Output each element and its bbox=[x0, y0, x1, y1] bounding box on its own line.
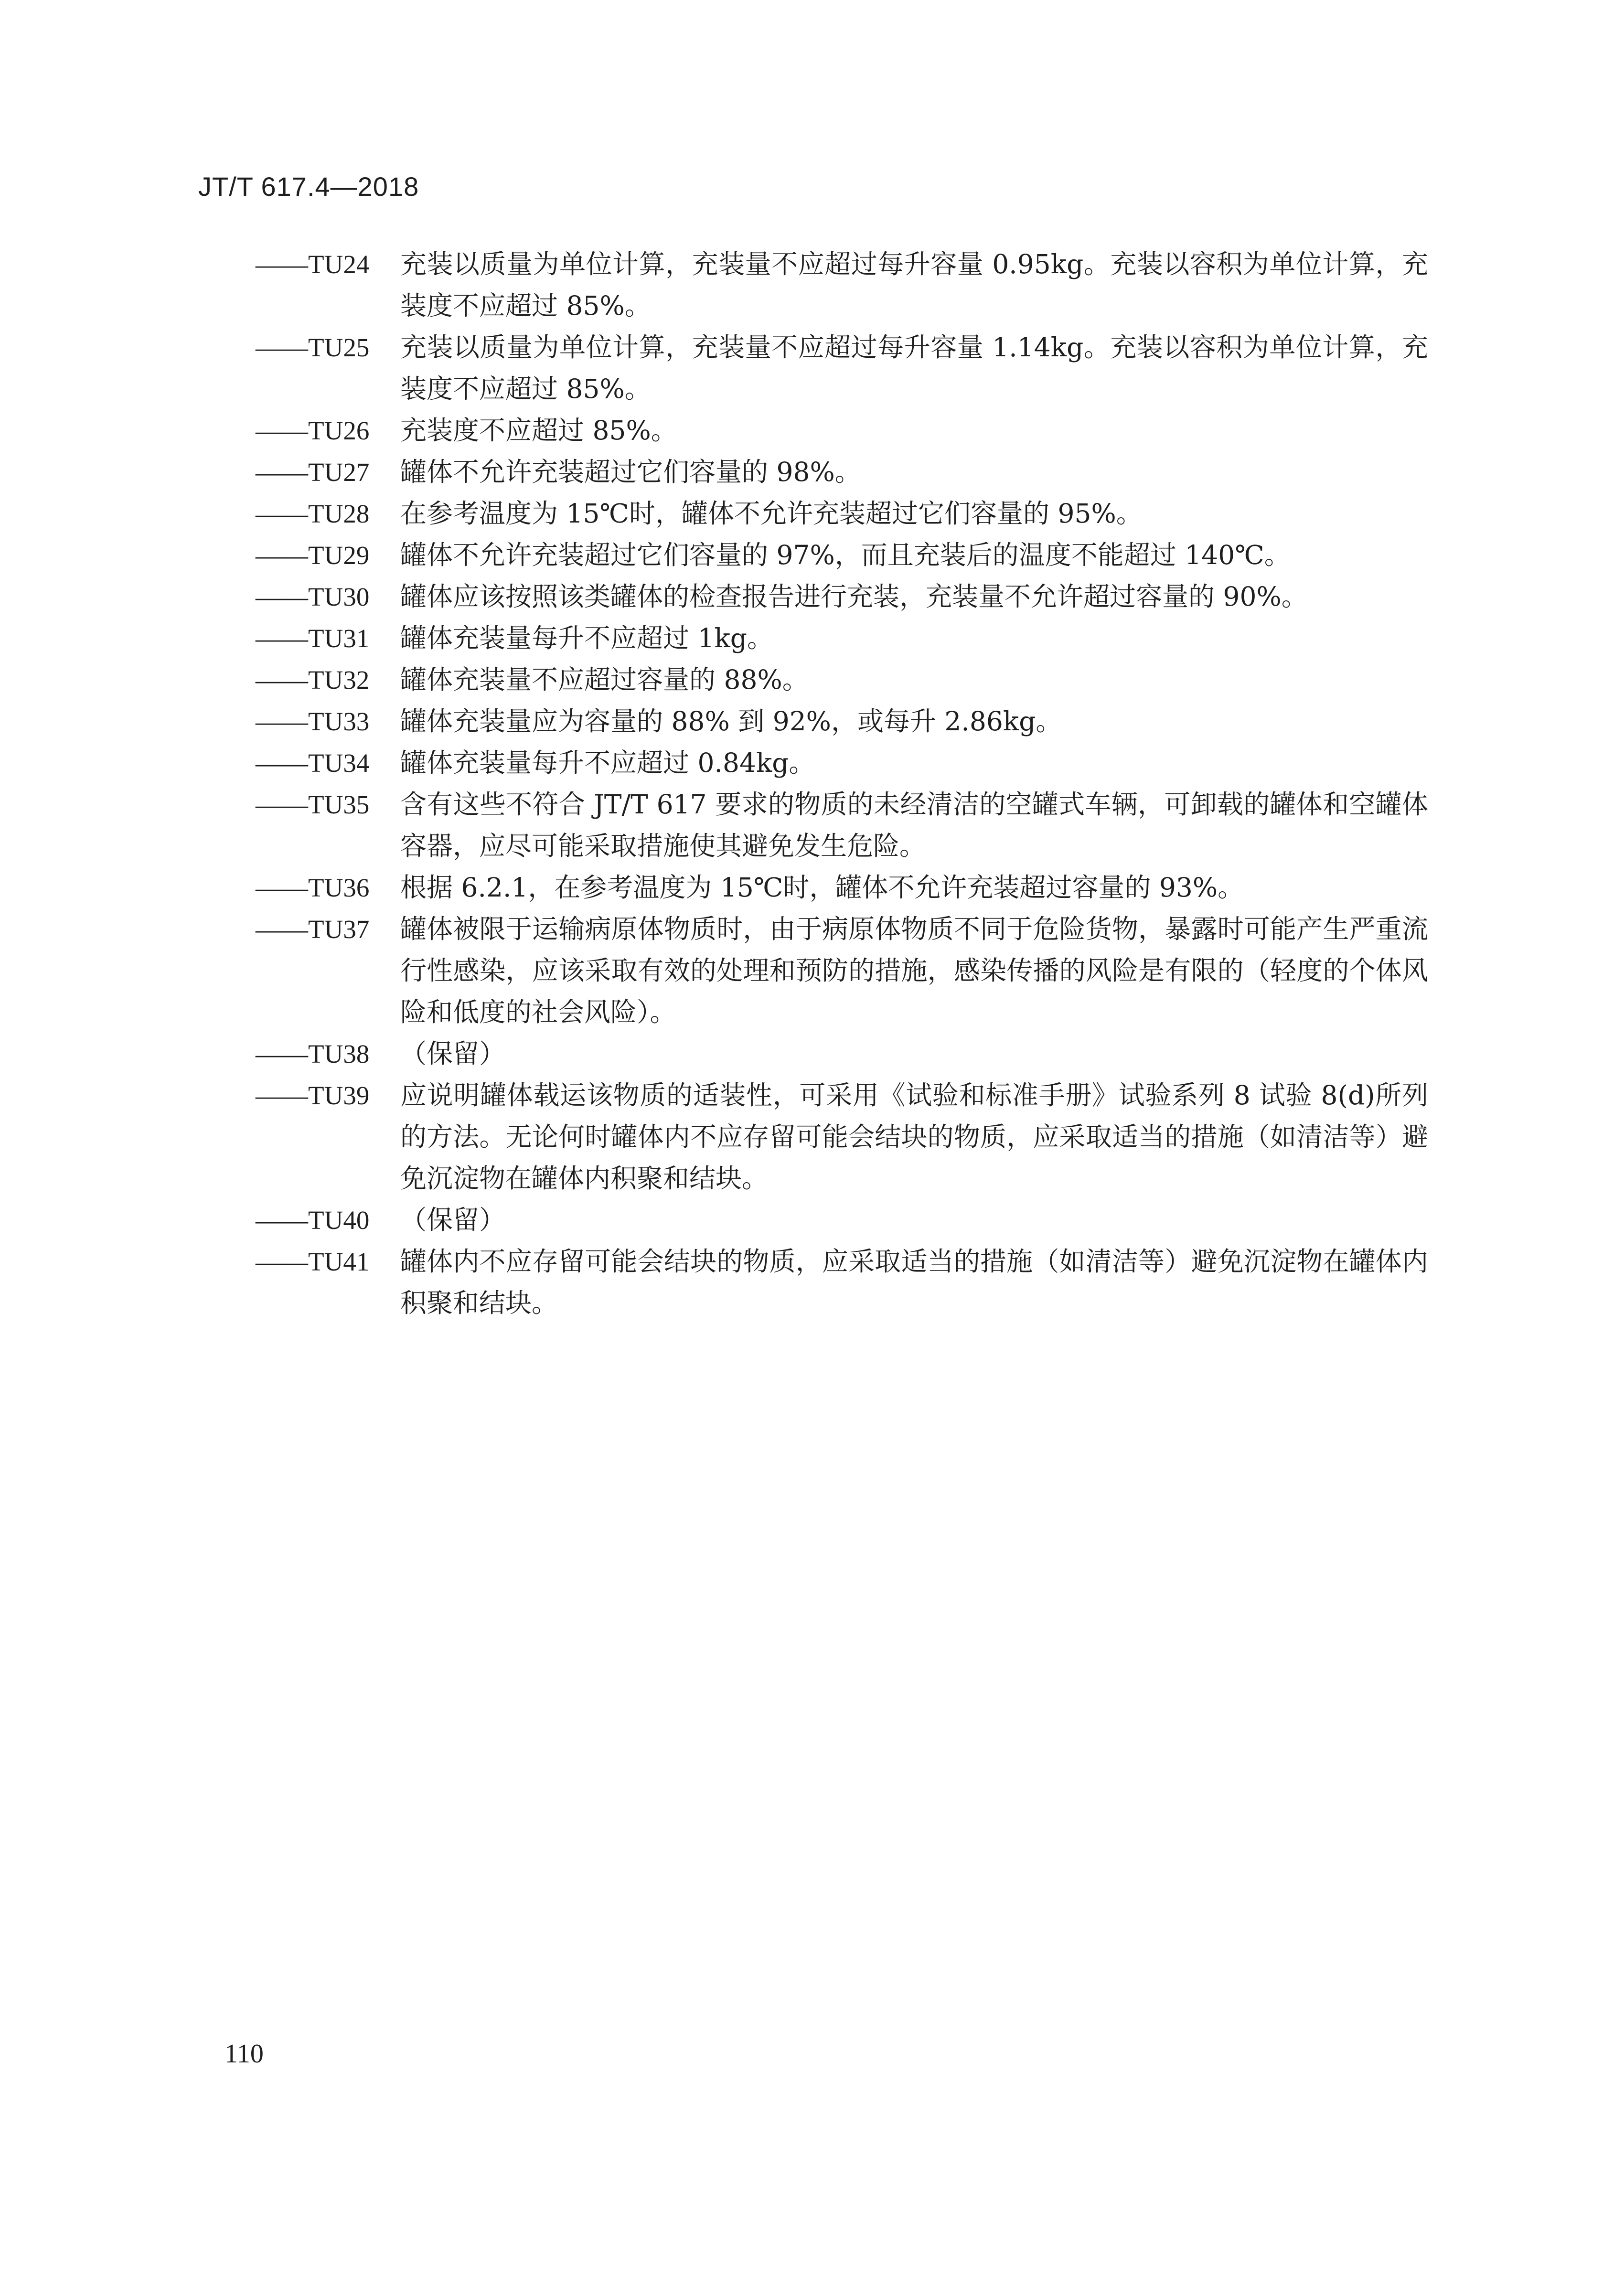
item-text: 罐体不允许充装超过它们容量的 98%。 bbox=[400, 457, 861, 487]
item-text: 罐体被限于运输病原体物质时，由于病原体物质不同于危险货物，暴露时可能产生严重流行性感染，应该采取有效的处理和预防的措施，感染传播的风险是有限的（轻度的个体风险和低度的社会风险）。 bbox=[400, 914, 1428, 1027]
list-item bbox=[256, 327, 1428, 410]
item-code: ——TU29 bbox=[256, 541, 370, 570]
item-code: ——TU31 bbox=[256, 624, 370, 653]
item-text: 罐体不允许充装超过它们容量的 97%，而且充装后的温度不能超过 140℃。 bbox=[400, 540, 1291, 570]
item-text: 根据 6.2.1，在参考温度为 15℃时，罐体不允许充装超过容量的 93%。 bbox=[400, 872, 1244, 903]
item-code: ——TU36 bbox=[256, 873, 370, 902]
item-text: 罐体充装量每升不应超过 1kg。 bbox=[400, 623, 774, 653]
item-code: ——TU37 bbox=[256, 915, 370, 944]
item-text: 罐体内不应存留可能会结块的物质，应采取适当的措施（如清洁等）避免沉淀物在罐体内积聚和结块。 bbox=[400, 1246, 1428, 1318]
list-item bbox=[256, 576, 1428, 618]
list-item bbox=[256, 618, 1428, 659]
list-item bbox=[256, 1199, 1428, 1241]
item-code: ——TU38 bbox=[256, 1039, 370, 1068]
item-text: 罐体充装量不应超过容量的 88%。 bbox=[400, 664, 809, 695]
item-code: ——TU30 bbox=[256, 582, 370, 611]
list-item bbox=[256, 1033, 1428, 1075]
item-code: ——TU27 bbox=[256, 458, 370, 487]
list-item bbox=[256, 1241, 1428, 1324]
list-item bbox=[256, 867, 1428, 908]
list-item bbox=[256, 908, 1428, 1033]
requirements-list bbox=[256, 244, 1428, 1324]
item-code: ——TU41 bbox=[256, 1247, 370, 1276]
item-text: （保留） bbox=[400, 1038, 506, 1069]
list-item bbox=[256, 451, 1428, 493]
item-code: ——TU25 bbox=[256, 333, 370, 362]
item-text: 罐体充装量每升不应超过 0.84kg。 bbox=[400, 747, 815, 778]
list-item bbox=[256, 244, 1428, 327]
item-code: ——TU35 bbox=[256, 790, 370, 819]
item-code: ——TU32 bbox=[256, 665, 370, 694]
item-text: 应说明罐体载运该物质的适装性，可采用《试验和标准手册》试验系列 8 试验 8(d)所列的方法。无论何时罐体内不应存留可能会结块的物质，应采取适当的措施（如清洁等）避免沉淀物在罐体内积聚和结块。 bbox=[400, 1080, 1428, 1194]
list-item bbox=[256, 701, 1428, 742]
item-text: 在参考温度为 15℃时，罐体不允许充装超过它们容量的 95%。 bbox=[400, 498, 1143, 529]
item-text: 充装以质量为单位计算，充装量不应超过每升容量 0.95kg。充装以容积为单位计算，充装度不应超过 85%。 bbox=[400, 249, 1428, 321]
item-text: 充装以质量为单位计算，充装量不应超过每升容量 1.14kg。充装以容积为单位计算，充装度不应超过 85%。 bbox=[400, 332, 1428, 404]
list-item bbox=[256, 493, 1428, 534]
list-item bbox=[256, 534, 1428, 576]
item-code: ——TU24 bbox=[256, 250, 370, 279]
item-code: ——TU26 bbox=[256, 416, 370, 445]
item-code: ——TU34 bbox=[256, 748, 370, 778]
item-text: 充装度不应超过 85%。 bbox=[400, 415, 677, 446]
item-code: ——TU40 bbox=[256, 1206, 370, 1235]
item-code: ——TU39 bbox=[256, 1081, 370, 1110]
item-text: 含有这些不符合 JT/T 617 要求的物质的未经清洁的空罐式车辆，可卸载的罐体和空罐体容器，应尽可能采取措施使其避免发生危险。 bbox=[400, 789, 1428, 861]
item-text: 罐体应该按照该类罐体的检查报告进行充装，充装量不允许超过容量的 90%。 bbox=[400, 581, 1308, 612]
item-code: ——TU33 bbox=[256, 707, 370, 736]
page-header-standard-number: JT/T 617.4—2018 bbox=[198, 171, 419, 202]
list-item bbox=[256, 1075, 1428, 1199]
item-code: ——TU28 bbox=[256, 499, 370, 528]
list-item bbox=[256, 410, 1428, 451]
list-item bbox=[256, 784, 1428, 867]
list-item bbox=[256, 659, 1428, 701]
item-text: （保留） bbox=[400, 1205, 506, 1235]
list-item bbox=[256, 742, 1428, 784]
page-number: 110 bbox=[224, 2039, 264, 2069]
item-text: 罐体充装量应为容量的 88% 到 92%，或每升 2.86kg。 bbox=[400, 706, 1062, 737]
